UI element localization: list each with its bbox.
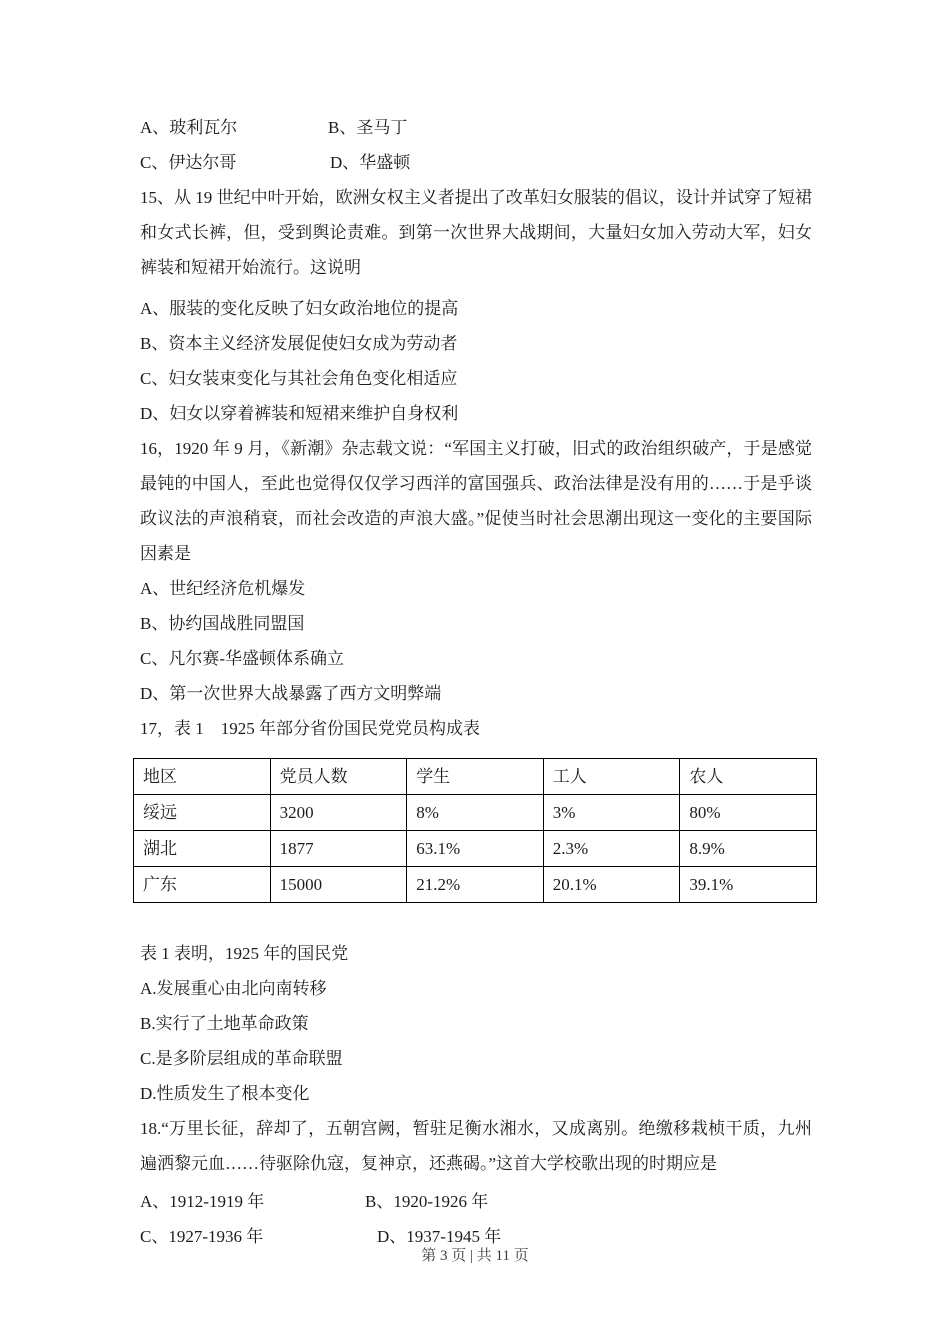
question-14-options: [140, 110, 812, 180]
table-header-members: 党员人数: [270, 759, 407, 795]
table-cell: 3200: [270, 795, 407, 831]
table-cell: 3%: [543, 795, 680, 831]
q15-option-d: D、妇女以穿着裤装和短裙来维护自身权利: [140, 404, 459, 423]
table-cell: 广东: [134, 867, 271, 903]
page-footer: [0, 1244, 950, 1265]
q14-option-c: C、伊达尔哥: [140, 153, 237, 172]
q18-option-b: B、1920-1926 年: [365, 1192, 489, 1211]
q15-option-a: A、服装的变化反映了妇女政治地位的提高: [140, 299, 459, 318]
q17-option-c: C.是多阶层组成的革命联盟: [140, 1049, 343, 1068]
table-cell: 80%: [680, 795, 817, 831]
q17-option-b: B.实行了土地革命政策: [140, 1014, 309, 1033]
table-header-region: 地区: [134, 759, 271, 795]
table-cell: 湖北: [134, 831, 271, 867]
table-cell: 21.2%: [407, 867, 544, 903]
q16-option-d: D、第一次世界大战暴露了西方文明弊端: [140, 684, 442, 703]
table-cell: 39.1%: [680, 867, 817, 903]
table-row: [134, 831, 817, 867]
q15-option-b: B、资本主义经济发展促使妇女成为劳动者: [140, 334, 458, 353]
q14-option-row-1: [140, 110, 812, 145]
table-header-workers: 工人: [543, 759, 680, 795]
q18-option-c: C、1927-1936 年: [140, 1227, 264, 1246]
q18-option-row-1: [140, 1184, 812, 1219]
q18-stem-line-2: 遍洒黎元血……待驱除仇寇，复神京，还燕碣。”这首大学校歌出现的时期应是: [140, 1154, 718, 1173]
table-row: [134, 795, 817, 831]
q15-options: [140, 291, 812, 431]
table-cell: 8%: [407, 795, 544, 831]
table-cell: 绥远: [134, 795, 271, 831]
table-cell: 63.1%: [407, 831, 544, 867]
q17-option-a: A.发展重心由北向南转移: [140, 979, 327, 998]
table-cell: 20.1%: [543, 867, 680, 903]
question-16: [140, 431, 812, 711]
q14-option-a: A、玻利瓦尔: [140, 118, 238, 137]
page-content: [140, 110, 812, 1254]
q14-option-row-2: [140, 145, 812, 180]
q15-option-c: C、妇女装束变化与其社会角色变化相适应: [140, 369, 458, 388]
q16-stem-line-1: 16，1920 年 9 月，《新潮》杂志载文说：“军国主义打破，旧式的政治组织破产，于是感觉: [140, 439, 812, 458]
table-cell: 2.3%: [543, 831, 680, 867]
q17-stem: 表 1 表明，1925 年的国民党: [140, 944, 349, 963]
q16-option-c: C、凡尔赛-华盛顿体系确立: [140, 649, 344, 668]
table-cell: 15000: [270, 867, 407, 903]
q15-stem-line-3: 裤装和短裙开始流行。这说明: [140, 258, 361, 277]
question-18: [140, 1111, 812, 1254]
q17-party-composition-table: [133, 758, 817, 903]
q18-option-a: A、1912-1919 年: [140, 1192, 265, 1211]
q16-stem-line-4: 因素是: [140, 544, 191, 563]
q16-option-a: A、世纪经济危机爆发: [140, 579, 306, 598]
table-cell: 1877: [270, 831, 407, 867]
table-header-students: 学生: [407, 759, 544, 795]
q16-stem-line-3: 政议法的声浪稍衰，而社会改造的声浪大盛。”促使当时社会思潮出现这一变化的主要国际: [140, 509, 812, 528]
table-row: [134, 867, 817, 903]
q14-option-b: B、圣马丁: [328, 118, 408, 137]
q14-option-d: D、华盛顿: [330, 153, 411, 172]
table-header-farmers: 农人: [680, 759, 817, 795]
table-cell: 8.9%: [680, 831, 817, 867]
q18-stem-line-1: 18.“万里长征，辞却了，五朝宫阙，暂驻足衡水湘水，又成离别。绝缴移栽桢干质，九州: [140, 1119, 812, 1138]
q17-heading: 17，表 1 1925 年部分省份国民党党员构成表: [140, 719, 480, 738]
q15-stem-line-1: 15、从 19 世纪中叶开始，欧洲女权主义者提出了改革妇女服装的倡议，设计并试穿了短裙: [140, 188, 812, 207]
q16-option-b: B、协约国战胜同盟国: [140, 614, 305, 633]
q18-option-d: D、1937-1945 年: [377, 1227, 502, 1246]
page-number-text: 第 3 页 | 共 11 页: [421, 1248, 529, 1264]
table-header-row: [134, 759, 817, 795]
question-15: [140, 180, 812, 431]
q16-stem-line-2: 最钝的中国人，至此也觉得仅仅学习西洋的富国强兵、政治法律是没有用的……于是乎谈: [140, 474, 812, 493]
q15-stem-line-2: 和女式长裤，但，受到舆论责难。到第一次世界大战期间，大量妇女加入劳动大军，妇女: [140, 223, 812, 242]
q17-option-d: D.性质发生了根本变化: [140, 1084, 310, 1103]
question-17: [140, 711, 812, 1111]
